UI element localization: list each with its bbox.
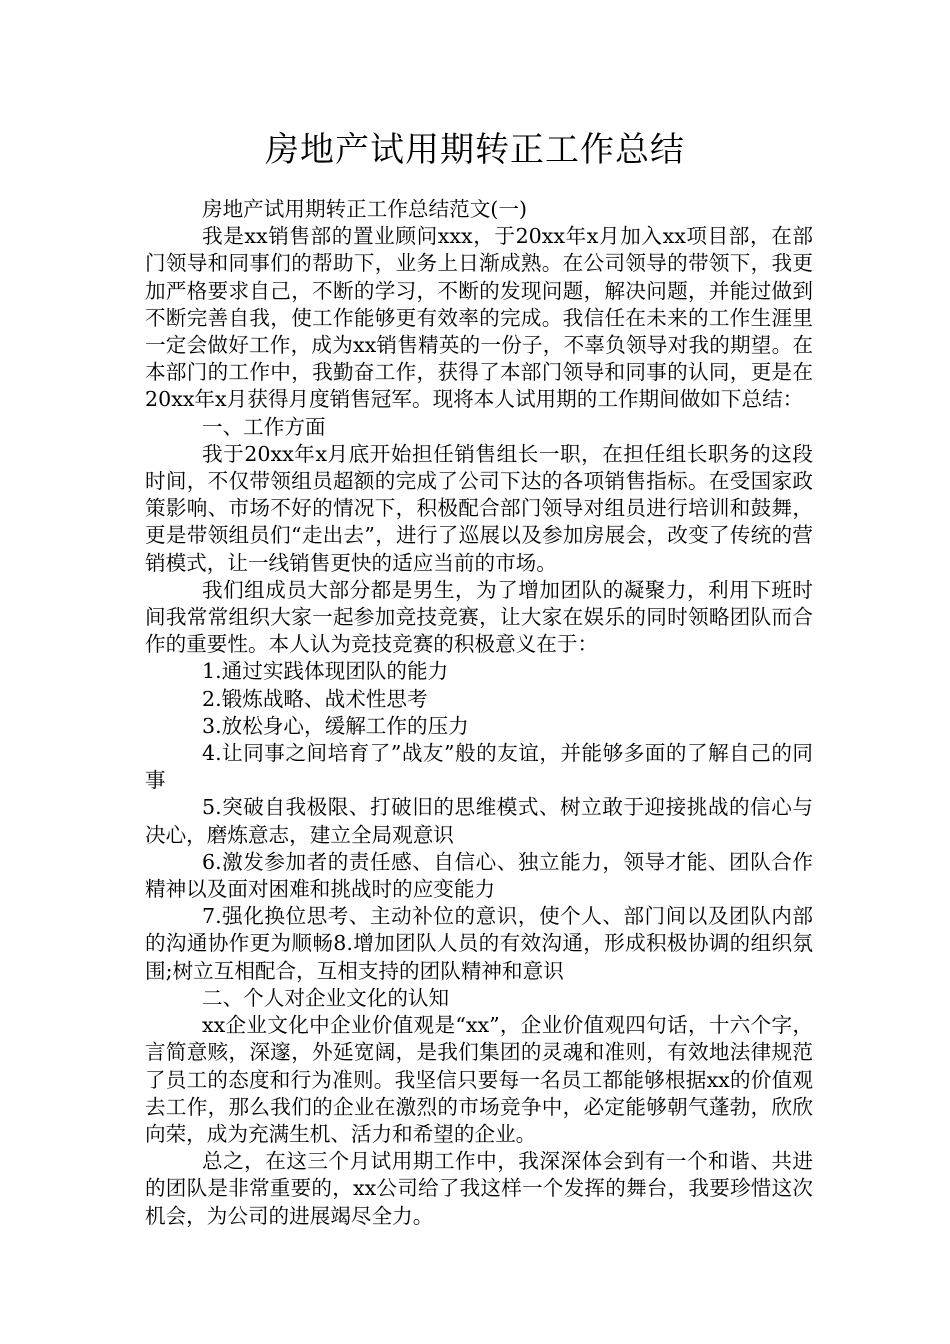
list-item: 4.让同事之间培育了”战友”般的友谊，并能够多面的了解自己的同事	[145, 741, 813, 793]
list-item: 7.强化换位思考、主动补位的意识，使个人、部门间以及团队内部的沟通协作更为顺畅8.增加团队人员的有效沟通，形成积极协调的组织氛围;树立互相配合，互相支持的团队精神和意识	[145, 904, 813, 983]
subtitle-paragraph: 房地产试用期转正工作总结范文(一)	[202, 197, 527, 221]
list-item: 1.通过实践体现团队的能力	[202, 659, 449, 684]
work-paragraph: 我于20xx年x月底开始担任销售组长一职，在担任组长职务的这段时间，不仅带领组员超额的完成了公司下达的各项销售指标。在受国家政策影响、市场不好的情况下，积极配合部门领导对组员进行培训和鼓舞，更是带领组员们“走出去”，进行了巡展以及参加房展会，改变了传统的营销模式，让一线销售更快的适应当前的市场。	[145, 441, 813, 575]
section-heading-work: 一、工作方面	[202, 414, 326, 439]
document-body	[145, 196, 813, 1230]
conclusion-paragraph: 总之，在这三个月试用期工作中，我深深体会到有一个和谐、共进的团队是非常重要的，xx公司给了我这样一个发挥的舞台，我要珍惜这次机会，为公司的进展竭尽全力。	[145, 1149, 813, 1228]
list-item: 6.激发参加者的责任感、自信心、独立能力，领导才能、团队合作精神以及面对困难和挑战时的应变能力	[145, 849, 813, 902]
section-heading-culture: 二、个人对企业文化的认知	[202, 985, 450, 1010]
list-item: 5.突破自我极限、打破旧的思维模式、树立敢于迎接挑战的信心与决心，磨炼意志，建立全局观意识	[145, 795, 813, 847]
list-item: 3.放松身心，缓解工作的压力	[202, 713, 469, 738]
team-paragraph: 我们组成员大部分都是男生，为了增加团队的凝聚力，利用下班时间我常常组织大家一起参加竞技竞赛，让大家在娱乐的同时领略团队而合作的重要性。本人认为竞技竞赛的积极意义在于：	[145, 577, 813, 657]
document-title: 房地产试用期转正工作总结	[265, 130, 685, 170]
intro-paragraph: 我是xx销售部的置业顾问xxx，于20xx年x月加入xx项目部，在部门领导和同事们的帮助下，业务上日渐成熟。在公司领导的带领下，我更加严格要求自己，不断的学习，不断的发现问题，解决问题，并能过做到不断完善自我，使工作能够更有效率的完成。我信任在未来的工作生涯里一定会做好工作，成为xx销售精英的一份子，不辜负领导对我的期望。在本部门的工作中，我勤奋工作，获得了本部门领导和同事的认同，更是在20xx年x月获得月度销售冠军。现将本人试用期的工作期间做如下总结：	[145, 224, 813, 412]
culture-paragraph: xx企业文化中企业价值观是“xx”，企业价值观四句话，十六个字，言简意赅，深邃，外延宽阔，是我们集团的灵魂和准则，有效地法律规范了员工的态度和行为准则。我坚信只要每一名员工都能够根据xx的价值观去工作，那么我们的企业在激烈的市场竞争中，必定能够朝气蓬勃，欣欣向荣，成为充满生机、活力和希望的企业。	[145, 1013, 813, 1146]
list-item: 2.锻炼战略、战术性思考	[202, 686, 428, 711]
